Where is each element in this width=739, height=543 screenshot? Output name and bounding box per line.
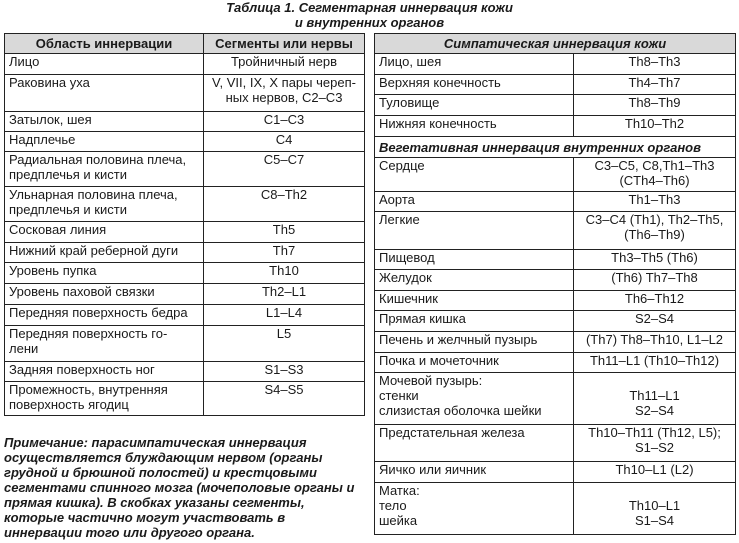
row-label: Уровень пупка [5,263,204,284]
row-label: Передняя поверхность бедра [5,305,204,326]
row-label: Нижняя конечность [375,116,574,137]
table-row [5,382,365,416]
row-value: Th6–Th12 [574,291,736,311]
row-label: Надплечье [5,132,204,152]
row-value: C1–C3 [204,112,365,132]
row-label: Лицо, шея [375,54,574,75]
row-label: Матка: тело шейка [375,483,574,535]
row-value: C3–C4 (Th1), Th2–Th5, (Th6–Th9) [574,212,736,250]
table-row [5,326,365,362]
row-label: Прямая кишка [375,311,574,332]
row-label: Туловище [375,95,574,116]
row-value: S1–S3 [204,362,365,382]
title-line-2: и внутренних органов [294,15,445,30]
row-label: Легкие [375,212,574,250]
table-row [5,152,365,187]
row-label: Кишечник [375,291,574,311]
table-row [375,158,736,192]
row-label: Нижний край реберной дуги [5,243,204,263]
row-label: Мочевой пузырь: стенки слизистая оболочка шейки [375,373,574,425]
skin-innervation-body [5,54,365,416]
section-row [375,137,736,158]
table-row [375,425,736,462]
table-row [5,263,365,284]
table-row [375,373,736,425]
row-label: Затылок, шея [5,112,204,132]
row-label: Передняя поверхность го- лени [5,326,204,362]
row-value: Th2–L1 [204,284,365,305]
row-value: S2–S4 [574,311,736,332]
table-row [375,54,736,75]
table-row [5,222,365,243]
table-row [5,284,365,305]
table-row [5,243,365,263]
table-row [5,112,365,132]
table-row [375,311,736,332]
autonomic-innervation-body [375,34,736,535]
table-row [375,75,736,95]
row-label: Радиальная половина плеча, предплечья и кисти [5,152,204,187]
table-row [375,462,736,483]
row-label: Промежность, внутренняя поверхность ягодиц [5,382,204,416]
row-value: (Th6) Th7–Th8 [574,270,736,291]
row-value: C8–Th2 [204,187,365,222]
row-value: Th7 [204,243,365,263]
table-row [5,132,365,152]
row-value: Th11–L1 S2–S4 [574,373,736,425]
row-value: Th1–Th3 [574,192,736,212]
table-row [375,212,736,250]
table-row [375,116,736,137]
title-line-1: Таблица 1. Сегментарная иннервация кожи [226,0,513,15]
row-value: Th8–Th3 [574,54,736,75]
section-heading: Симпатическая иннервация кожи [375,34,736,54]
row-value: V, VII, IX, X пары череп- ных нервов, C2–C3 [204,75,365,112]
table-row [375,270,736,291]
row-label: Сердце [375,158,574,192]
row-label: Сосковая линия [5,222,204,243]
row-value: Th3–Th5 (Th6) [574,250,736,270]
column-header-segments: Сегменты или нервы [204,34,365,54]
section-heading: Вегетативная иннервация внутренних органов [375,137,736,158]
row-value: Th10–Th2 [574,116,736,137]
row-label: Раковина уха [5,75,204,112]
section-row [375,34,736,54]
row-label: Верхняя конечность [375,75,574,95]
column-header-area: Область иннервации [5,34,204,54]
table-row [375,483,736,535]
row-label: Задняя поверхность ног [5,362,204,382]
row-label: Ульнарная половина плеча, предплечья и кисти [5,187,204,222]
row-label: Лицо [5,54,204,75]
table-row [375,353,736,373]
row-label: Яичко или яичник [375,462,574,483]
row-label: Предстательная железа [375,425,574,462]
row-value: S4–S5 [204,382,365,416]
table-row [5,75,365,112]
skin-innervation-table [4,33,365,416]
footnote: Примечание: парасимпатическая иннервация осуществляется блуждающим нервом (органы грудной и брюшной полостей) и крестцовыми сегментами спинного мозга (мочеполовые органы и прямая кишка). В скобках указаны сегменты, которые частично могут участвовать в иннервации того или другого органа. [4,435,355,540]
row-label: Аорта [375,192,574,212]
row-value: Тройничный нерв [204,54,365,75]
table-row [375,250,736,270]
row-value: Th10 [204,263,365,284]
row-label: Печень и желчный пузырь [375,332,574,353]
row-value: Th10–L1 S1–S4 [574,483,736,535]
row-value: Th4–Th7 [574,75,736,95]
row-value: Th10–L1 (L2) [574,462,736,483]
row-label: Желудок [375,270,574,291]
table-title [0,0,739,30]
table-row [375,95,736,116]
table-row [5,362,365,382]
row-label: Уровень паховой связки [5,284,204,305]
table-row [375,332,736,353]
row-value: Th11–L1 (Th10–Th12) [574,353,736,373]
row-value: L1–L4 [204,305,365,326]
table-row [5,54,365,75]
row-value: Th10–Th11 (Th12, L5); S1–S2 [574,425,736,462]
row-label: Почка и мочеточник [375,353,574,373]
row-value: L5 [204,326,365,362]
row-value: C4 [204,132,365,152]
table-row [375,291,736,311]
row-value: Th5 [204,222,365,243]
table-row [5,305,365,326]
row-value: Th8–Th9 [574,95,736,116]
row-value: (Th7) Th8–Th10, L1–L2 [574,332,736,353]
table-row [5,187,365,222]
row-value: C5–C7 [204,152,365,187]
table-row [375,192,736,212]
row-label: Пищевод [375,250,574,270]
autonomic-innervation-table [374,33,736,535]
row-value: C3–C5, C8,Th1–Th3 (CTh4–Th6) [574,158,736,192]
